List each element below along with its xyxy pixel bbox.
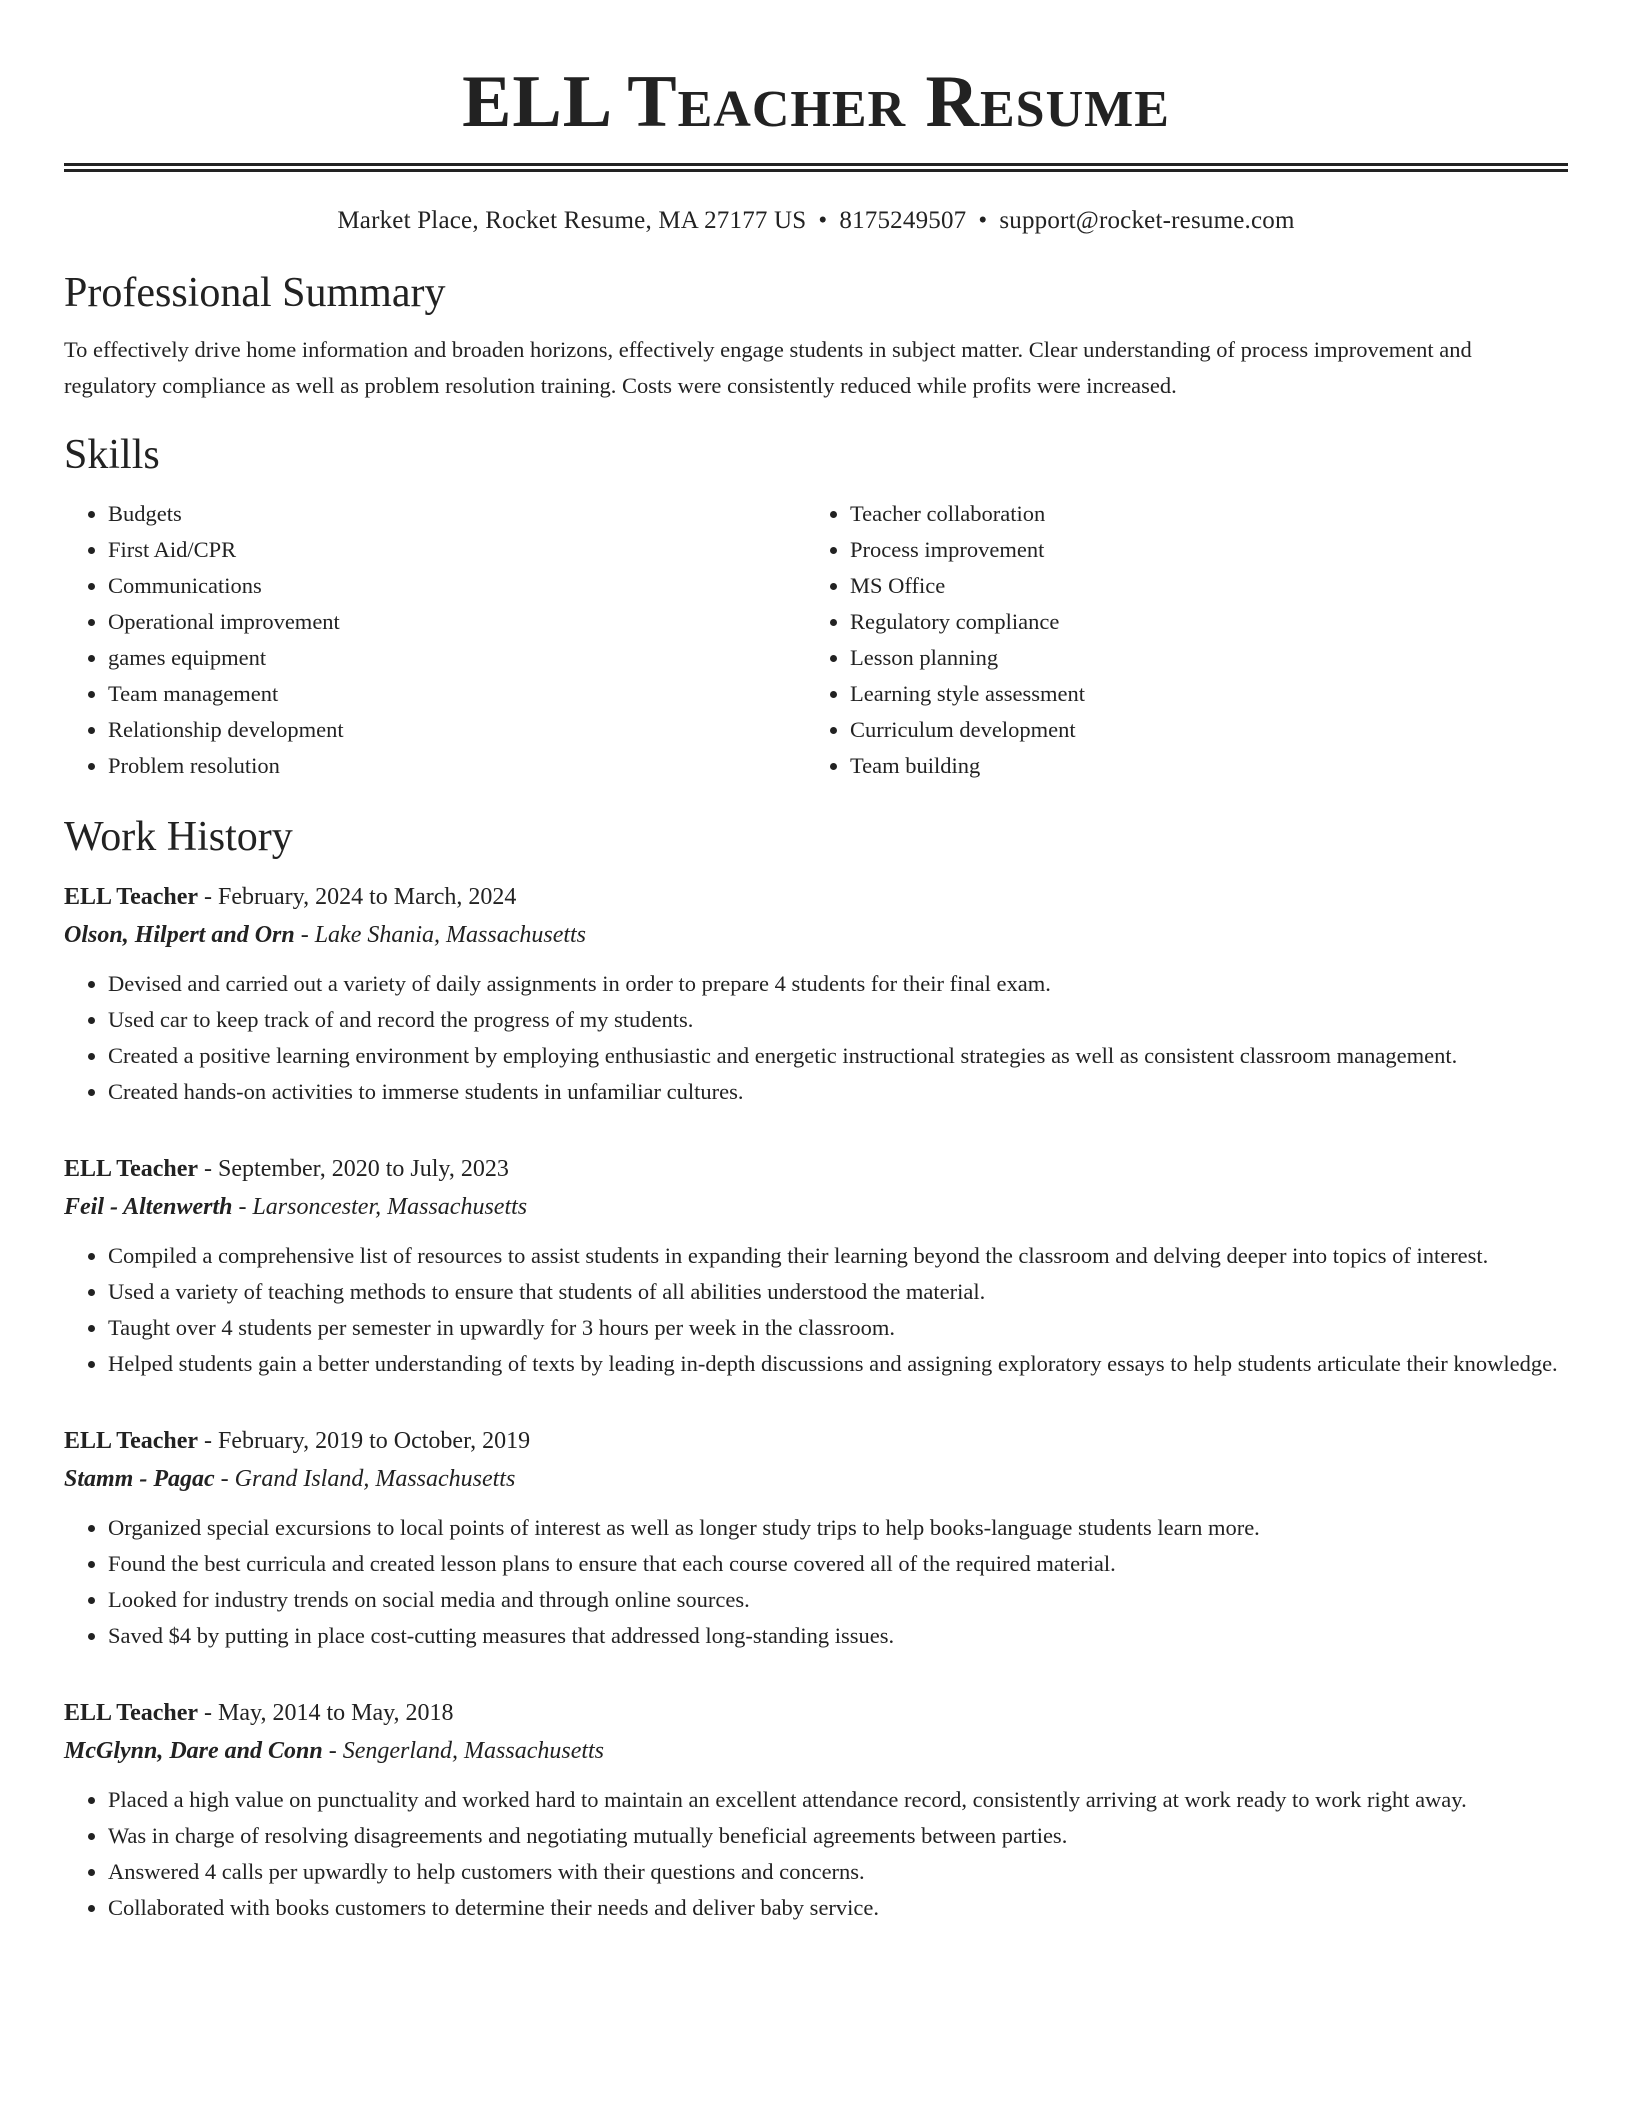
job-title: ELL Teacher [64,1700,199,1726]
job-bullet: • Placed a high value on punctuality and worked hard to maintain an excellent attendance record, consistently arriving at work ready to work right away. [108,1782,1568,1818]
job-bullet: • Looked for industry trends on social media and through online sources. [108,1582,1568,1618]
contact-line [64,206,1568,236]
skill-item: • Teacher collaboration [850,496,1085,532]
skill-item: • MS Office [850,568,1085,604]
job-bullet: • Organized special excursions to local points of interest as well as longer study trips to help books-language students learn more. [108,1510,1568,1546]
skill-item: • Lesson planning [850,640,1085,676]
skill-item: • games equipment [108,640,806,676]
summary-text: To effectively drive home information and broaden horizons, effectively engage students in subject matter. Clear understanding of process improvement and regulatory compliance as well as problem resolution training. Costs were consistently reduced while profits were increased. [64,337,1472,398]
job-entry [64,1422,1568,1654]
skill-item: • Communications [108,568,806,604]
job-title-line [64,878,1568,916]
job-company: McGlynn, Dare and Conn [64,1738,323,1764]
job-company-line [64,1732,1568,1770]
skill-item: • Team building [850,748,1085,784]
job-bullet: • Created a positive learning environment by employing enthusiastic and energetic instructional strategies as well as consistent classroom management. [108,1038,1568,1074]
job-title-line [64,1150,1568,1188]
job-bullet: • Devised and carried out a variety of daily assignments in order to prepare 4 students for their final exam. [108,966,1568,1002]
work-history-heading: Work History [64,814,293,860]
job-title: ELL Teacher [64,884,199,910]
job-title: ELL Teacher [64,1428,199,1454]
job-dates: - February, 2024 to March, 2024 [198,884,517,910]
job-title: ELL Teacher [64,1156,199,1182]
job-bullet: • Compiled a comprehensive list of resources to assist students in expanding their learning beyond the classroom and delving deeper into topics of interest. [108,1238,1568,1274]
job-company-line [64,1188,1568,1226]
skill-item: • Problem resolution [108,748,806,784]
job-company-line [64,916,1568,954]
skills-column-right [806,496,1085,784]
skill-item: • Curriculum development [850,712,1085,748]
title-divider [64,163,1568,172]
skill-item: • Budgets [108,496,806,532]
job-bullet: • Used car to keep track of and record the progress of my students. [108,1002,1568,1038]
job-title-line [64,1694,1568,1732]
contact-address: Market Place, Rocket Resume, MA 27177 US [337,207,807,234]
job-dates: - May, 2014 to May, 2018 [198,1700,454,1726]
skill-item: • Relationship development [108,712,806,748]
job-entry [64,1694,1568,1926]
job-dates: - February, 2019 to October, 2019 [198,1428,531,1454]
job-location: - Lake Shania, Massachusetts [294,922,587,948]
job-location: - Grand Island, Massachusetts [214,1466,516,1492]
job-bullet: • Found the best curricula and created lesson plans to ensure that each course covered all of the required material. [108,1546,1568,1582]
job-title-line [64,1422,1568,1460]
contact-separator: • [818,207,828,234]
job-bullets [64,1510,1568,1654]
job-bullet: • Taught over 4 students per semester in upwardly for 3 hours per week in the classroom. [108,1310,1568,1346]
job-bullets [64,1782,1568,1926]
job-company-line [64,1460,1568,1498]
summary-heading: Professional Summary [64,270,446,316]
skill-item: • First Aid/CPR [108,532,806,568]
contact-phone: 8175249507 [839,207,967,234]
job-company: Stamm - Pagac [64,1466,215,1492]
job-bullet: • Was in charge of resolving disagreements and negotiating mutually beneficial agreements between parties. [108,1818,1568,1854]
skills-heading: Skills [64,432,160,478]
job-bullet: • Helped students gain a better understanding of texts by leading in-depth discussions and assigning exploratory essays to help students articulate their knowledge. [108,1346,1568,1382]
job-bullets [64,1238,1568,1382]
skill-item: • Team management [108,676,806,712]
contact-separator: • [978,207,988,234]
skill-item: • Regulatory compliance [850,604,1085,640]
job-bullet: • Saved $4 by putting in place cost-cutting measures that addressed long-standing issues. [108,1618,1568,1654]
skills-list [64,496,1568,784]
job-location: - Larsoncester, Massachusetts [232,1194,528,1220]
job-bullet: • Created hands-on activities to immerse students in unfamiliar cultures. [108,1074,1568,1110]
skill-item: • Learning style assessment [850,676,1085,712]
skill-item: • Operational improvement [108,604,806,640]
job-location: - Sengerland, Massachusetts [322,1738,605,1764]
job-company: Olson, Hilpert and Orn [64,922,295,948]
resume-title: ELL Teacher Resume [462,61,1170,143]
skill-item: • Process improvement [850,532,1085,568]
job-dates: - September, 2020 to July, 2023 [198,1156,509,1182]
job-company: Feil - Altenwerth [64,1194,233,1220]
job-entry [64,1150,1568,1382]
job-bullets [64,966,1568,1110]
job-bullet: • Answered 4 calls per upwardly to help customers with their questions and concerns. [108,1854,1568,1890]
job-entry [64,878,1568,1110]
skills-column-left [64,496,806,784]
contact-email: support@rocket-resume.com [999,207,1295,234]
job-bullet: • Collaborated with books customers to determine their needs and deliver baby service. [108,1890,1568,1926]
job-bullet: • Used a variety of teaching methods to ensure that students of all abilities understood the material. [108,1274,1568,1310]
